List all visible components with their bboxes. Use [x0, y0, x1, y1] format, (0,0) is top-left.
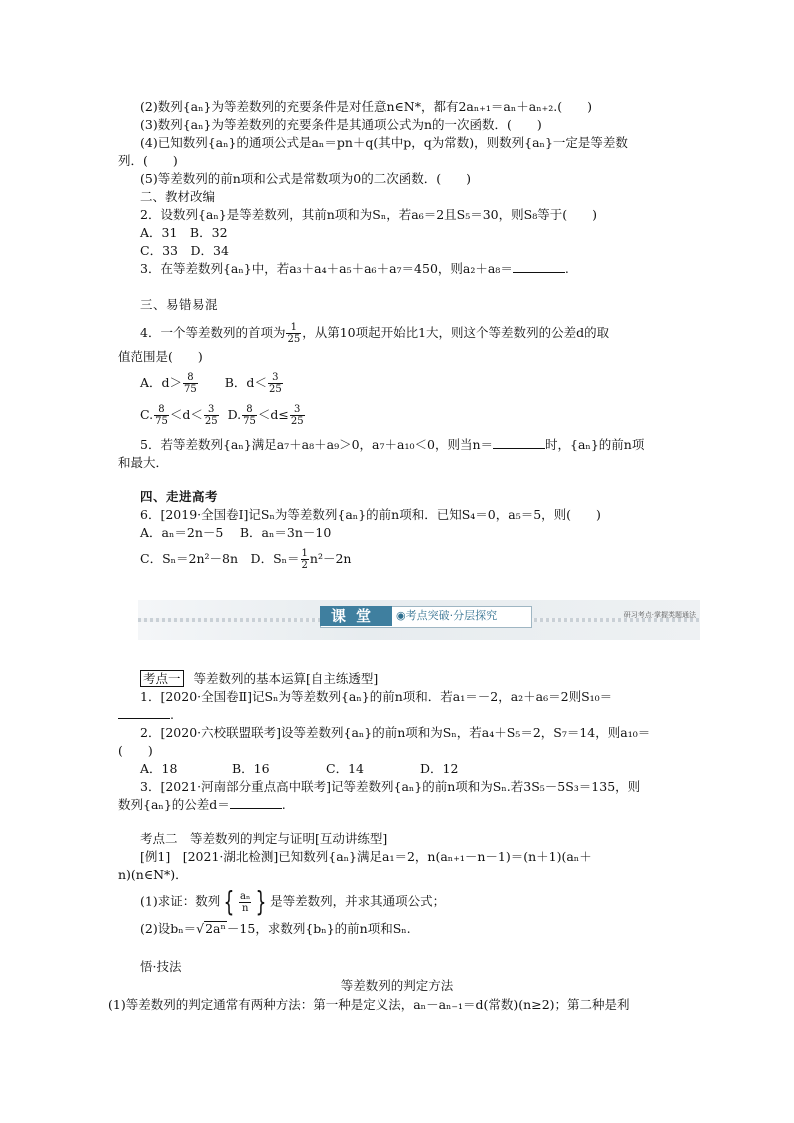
fraction: [154, 404, 169, 427]
example-1-part-1: [140, 885, 446, 918]
period: .: [564, 261, 569, 276]
topic-2-heading: 考点二 等差数列的判定与证明[互动讲练型]: [140, 831, 388, 846]
numerator: 1: [286, 322, 301, 334]
numerator: 3: [268, 372, 283, 384]
example-1: [例1] [2021·湖北检测]已知数列{aₙ}满足a₁＝2，n(aₙ₊₁－n－1)＝(n＋1)(aₙ＋: [140, 849, 592, 864]
topic-1-title: 等差数列的基本运算[自主练透型]: [193, 671, 379, 686]
fraction: [286, 322, 301, 345]
topic-1-heading: [140, 670, 378, 688]
exercise-1: 1．[2020·全国卷Ⅱ]记Sₙ为等差数列{aₙ}的前n项和．若a₁＝－2，a₂＋a₆＝2则S₁₀＝: [140, 689, 613, 704]
technique-title: 等差数列的判定方法: [340, 978, 454, 993]
numerator: 8: [183, 372, 198, 384]
denominator: 25: [290, 416, 304, 427]
part-1-text-b: 是等差数列，并求其通项公式；: [270, 893, 446, 909]
numerator: 8: [242, 404, 257, 416]
question-2-options-ab: A．31 B．32: [140, 225, 228, 240]
question-2-options-cd: C．33 D．34: [140, 243, 229, 258]
fraction: [301, 548, 309, 571]
question-3-text: 3．在等差数列{aₙ}中，若a₃＋a₄＋a₅＋a₆＋a₇＝450，则a₂＋a₈＝: [140, 261, 513, 276]
fraction: [268, 372, 283, 395]
question-4-cont: 值范围是( ): [118, 349, 203, 364]
denominator: 25: [204, 416, 218, 427]
banner-right-note: 研习考点·掌握类题通法: [623, 611, 696, 619]
example-1-part-2: [140, 920, 411, 938]
denominator: 2: [301, 560, 308, 571]
fraction: [204, 404, 219, 427]
fraction: [242, 404, 257, 427]
example-1-cont: n)(n∈N*)．: [118, 867, 188, 882]
brace-left: {: [223, 885, 235, 918]
period: .: [170, 707, 174, 722]
question-4-text-a: 4．一个等差数列的首项为: [140, 325, 286, 340]
denominator: 25: [268, 384, 282, 395]
question-5-cont: 和最大．: [118, 455, 169, 470]
radicand: 2aⁿ: [205, 921, 226, 936]
option-c: C．14: [326, 761, 364, 776]
numerator: 3: [204, 404, 219, 416]
part-2-text-a: (2)设bₙ＝: [140, 921, 197, 936]
fraction: [239, 891, 251, 914]
part-2-text-b: －15，求数列{bₙ}的前n项和Sₙ.: [226, 921, 411, 936]
section-heading-3: 三、易错易混: [140, 297, 219, 312]
question-4-options-ab: [140, 372, 284, 395]
answer-blank: [118, 706, 170, 719]
period: .: [281, 797, 286, 812]
inequality: ＜d＜: [169, 407, 203, 422]
section-banner: [138, 600, 700, 640]
question-5: [140, 436, 644, 454]
banner-title: 课堂: [320, 606, 392, 626]
answer-blank: [230, 796, 282, 809]
technique-heading: 悟·技法: [140, 959, 182, 974]
numerator: aₙ: [240, 890, 251, 902]
section-heading-2: 二、教材改编: [140, 189, 216, 204]
question-6-options-cd: [140, 548, 352, 571]
option-c: C．Sₙ＝2n²－8n D．Sₙ＝: [140, 551, 300, 566]
inequality: ＜d≤: [257, 407, 289, 422]
banner-subtitle: ◉考点突破·分层探究: [396, 609, 498, 622]
fraction: [290, 404, 305, 427]
exercise-3-text: 数列{aₙ}的公差d＝: [118, 797, 230, 812]
judge-item-5: (5)等差数列的前n项和公式是常数项为0的二次函数．( ): [140, 171, 471, 186]
option-d: D．12: [420, 761, 459, 776]
option-b: B．16: [232, 761, 270, 776]
judge-item-4b: 列．( ): [118, 153, 178, 168]
question-4-text-b: ，从第10项起开始比1大，则这个等差数列的公差d的取: [302, 325, 610, 340]
denominator: 75: [184, 384, 197, 395]
judge-item-3: (3)数列{aₙ}为等差数列的充要条件是其通项公式为n的一次函数．( ): [140, 117, 542, 132]
radical-sign: √: [196, 921, 205, 936]
denominator: 75: [155, 416, 168, 427]
option-d: D.: [227, 407, 242, 422]
denominator: n: [241, 902, 249, 914]
exercise-2-paren: ( ): [118, 743, 153, 758]
question-4: [140, 322, 609, 345]
section-heading-4: 四、走进高考: [140, 489, 219, 504]
question-6: 6．[2019·全国卷Ⅰ]记Sₙ为等差数列{aₙ}的前n项和．已知S₄＝0，a₅＝5，则( ): [140, 507, 601, 522]
option-a: A．d＞: [140, 375, 183, 390]
judge-item-2: (2)数列{aₙ}为等差数列的充要条件是对任意n∈N*，都有2aₙ₊₁＝aₙ＋aₙ₊₂.( ): [140, 99, 592, 114]
question-4-options-cd: [140, 404, 306, 427]
exercise-1-cont: [118, 706, 174, 724]
question-3: [140, 260, 569, 278]
option-c: C.: [140, 407, 154, 422]
numerator: 8: [154, 404, 169, 416]
option-d-tail: n²－2n: [309, 551, 352, 566]
question-5-text-a: 5．若等差数列{aₙ}满足a₇＋a₈＋a₉＞0，a₇＋a₁₀＜0，则当n＝: [140, 437, 494, 452]
exercise-3-cont: [118, 796, 286, 814]
exercise-3: 3．[2021·河南部分重点高中联考]记等差数列{aₙ}的前n项和为Sₙ.若3S₅－5S₃＝135，则: [140, 779, 641, 794]
brace-right: }: [255, 885, 267, 918]
judge-item-4a: (4)已知数列{aₙ}的通项公式是aₙ＝pn＋q(其中p，q为常数)，则数列{aₙ}一定是等差数: [140, 135, 628, 150]
numerator: 3: [290, 404, 305, 416]
fraction: [183, 372, 198, 395]
denominator: 25: [287, 334, 301, 345]
question-6-options-ab: A．aₙ＝2n－5 B．aₙ＝3n－10: [140, 525, 332, 540]
question-5-text-b: 时，{aₙ}的前n项: [545, 437, 645, 452]
option-b: B．d＜: [224, 375, 267, 390]
denominator: 75: [243, 416, 256, 427]
topic-1-label: 考点一: [140, 670, 184, 687]
answer-blank: [513, 260, 565, 273]
answer-blank: [493, 436, 545, 449]
technique-body: (1)等差数列的判定通常有两种方法：第一种是定义法，aₙ－aₙ₋₁＝d(常数)(n≥2)；第二种是利: [108, 997, 630, 1012]
question-2: 2．设数列{aₙ}是等差数列，其前n项和为Sₙ，若a₆＝2且S₅＝30，则S₈等于( ): [140, 207, 597, 222]
exercise-2-options: [140, 760, 459, 778]
part-1-text-a: (1)求证：数列: [140, 893, 221, 909]
numerator: 1: [301, 548, 308, 559]
exercise-2: 2．[2020·六校联盟联考]设等差数列{aₙ}的前n项和为Sₙ，若a₄＋S₅＝2，S₇＝14，则a₁₀＝: [140, 725, 651, 740]
option-a: A．18: [140, 761, 178, 776]
